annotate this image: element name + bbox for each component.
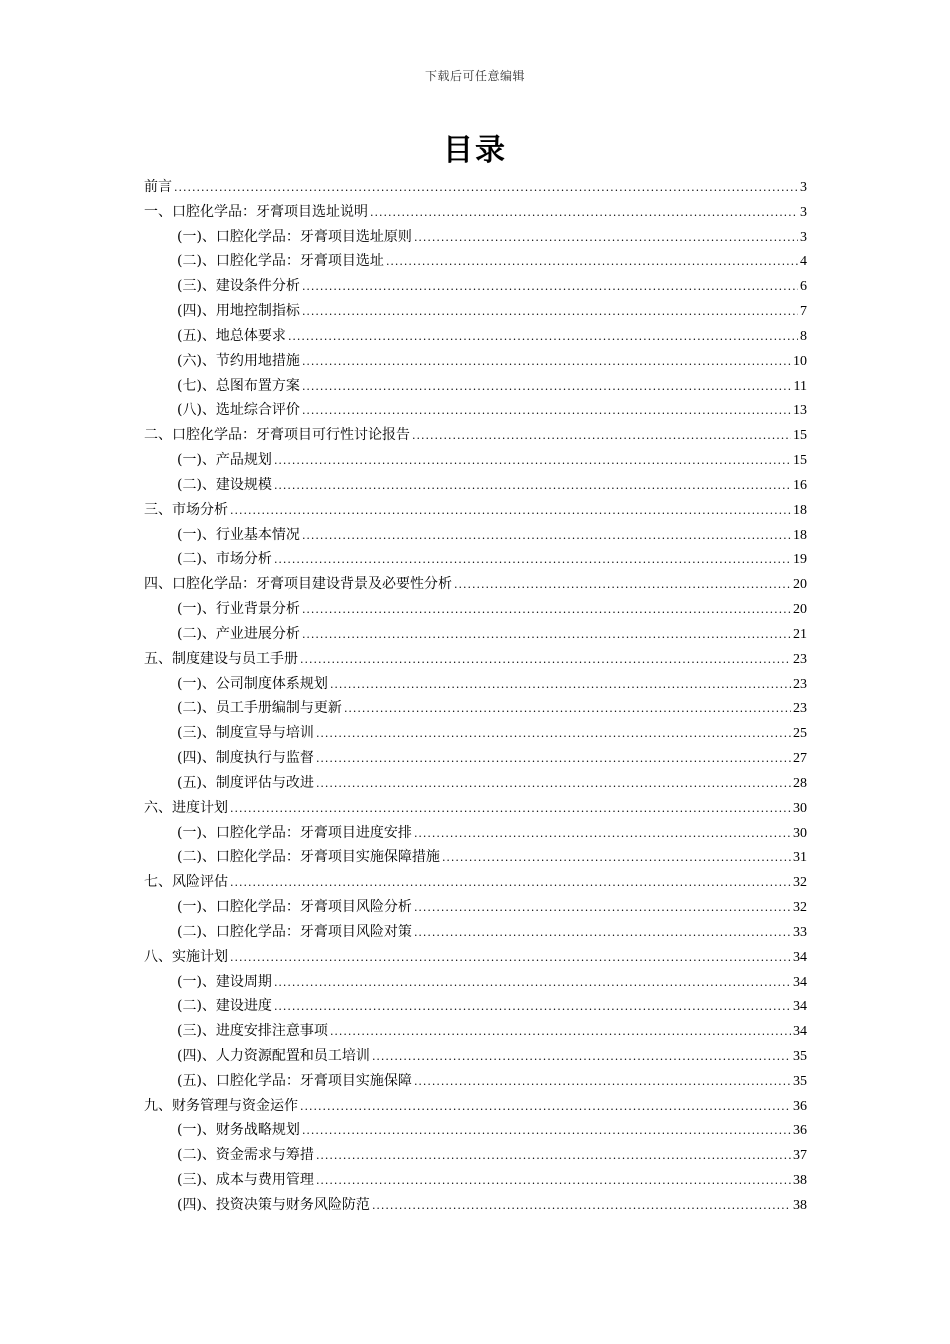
toc-entry[interactable] [144,746,807,771]
toc-entry-title: (四)、用地控制指标 [177,303,300,320]
toc-entry[interactable] [144,1118,807,1143]
toc-entry-page-number: 8 [800,328,807,344]
toc-entry-title: (一)、行业背景分析 [177,601,300,618]
dot-leader [302,1119,791,1144]
toc-entry-title: 前言 [144,179,172,195]
toc-entry[interactable] [144,398,807,423]
toc-entry-title: (三)、建设条件分析 [177,278,300,295]
toc-entry-title: (四)、制度执行与监督 [177,750,314,767]
toc-entry-title: (二)、市场分析 [177,551,272,568]
dot-leader [330,673,791,698]
dot-leader [330,1020,791,1045]
toc-entry[interactable] [144,945,807,970]
toc-entry[interactable] [144,175,807,200]
toc-entry[interactable] [144,895,807,920]
dot-leader [274,548,791,573]
dot-leader [372,1045,791,1070]
toc-entry-page-number: 20 [793,602,807,618]
toc-entry-title: (三)、成本与费用管理 [177,1172,314,1189]
dot-leader [288,325,798,350]
dot-leader [274,474,791,499]
dot-leader [414,896,791,921]
toc-entry-title: 三、市场分析 [144,501,228,518]
toc-entry[interactable] [144,274,807,299]
table-of-contents [144,175,807,1218]
toc-entry-page-number: 38 [793,1173,807,1189]
toc-entry-page-number: 13 [793,403,807,419]
dot-leader [274,971,791,996]
toc-entry-page-number: 11 [793,378,807,394]
toc-entry[interactable] [144,920,807,945]
toc-entry-page-number: 30 [793,825,807,841]
toc-entry-page-number: 18 [793,527,807,543]
toc-entry-title: (二)、口腔化学品：牙膏项目实施保障措施 [177,849,440,866]
toc-entry-title: (一)、公司制度体系规划 [177,675,328,692]
dot-leader [386,250,798,275]
toc-entry[interactable] [144,1019,807,1044]
dot-leader [302,300,798,325]
toc-entry-title: (二)、口腔化学品：牙膏项目选址 [177,253,384,270]
dot-leader [316,1144,791,1169]
dot-leader [414,1070,791,1095]
toc-entry-title: (五)、口腔化学品：牙膏项目实施保障 [177,1072,412,1089]
dot-leader [174,176,798,201]
toc-entry-title: 六、进度计划 [144,799,228,816]
dot-leader [302,350,791,375]
dot-leader [370,201,798,226]
toc-entry-title: (一)、建设周期 [177,973,272,990]
dot-leader [230,946,791,971]
toc-entry[interactable] [144,647,807,672]
dot-leader [454,573,791,598]
toc-title: 目录 [443,133,507,168]
dot-leader [414,226,798,251]
toc-entry-page-number: 6 [800,279,807,295]
toc-entry-title: (一)、口腔化学品：牙膏项目风险分析 [177,899,412,916]
toc-entry-page-number: 15 [793,428,807,444]
toc-entry-page-number: 37 [793,1148,807,1164]
toc-entry-title: (四)、投资决策与财务风险防范 [177,1196,370,1213]
toc-entry[interactable] [144,423,807,448]
dot-leader [372,1194,791,1219]
dot-leader [316,1169,791,1194]
toc-entry-title: (七)、总图布置方案 [177,377,300,394]
toc-entry-page-number: 33 [793,924,807,940]
toc-entry[interactable] [144,821,807,846]
toc-entry-page-number: 31 [793,850,807,866]
toc-entry-title: 七、风险评估 [144,874,228,891]
toc-entry-title: (一)、财务战略规划 [177,1122,300,1139]
toc-entry-page-number: 3 [800,180,807,195]
toc-entry[interactable] [144,1069,807,1094]
toc-entry-page-number: 23 [793,676,807,692]
toc-entry-title: 一、口腔化学品：牙膏项目选址说明 [144,203,368,220]
toc-entry-page-number: 10 [793,353,807,369]
toc-entry-page-number: 28 [793,775,807,791]
toc-entry[interactable] [144,523,807,548]
toc-entry-page-number: 20 [793,577,807,593]
toc-entry[interactable] [144,597,807,622]
toc-entry-title: (三)、制度宣导与培训 [177,725,314,742]
toc-entry-title: (二)、建设进度 [177,998,272,1015]
dot-leader [274,995,791,1020]
dot-leader [302,524,791,549]
toc-entry-page-number: 34 [793,949,807,965]
toc-entry[interactable] [144,1044,807,1069]
toc-entry-title: (六)、节约用地措施 [177,352,300,369]
toc-entry-title: (五)、地总体要求 [177,327,286,344]
toc-entry-title: (五)、制度评估与改进 [177,774,314,791]
dot-leader [302,275,798,300]
toc-entry-title: (四)、人力资源配置和员工培训 [177,1047,370,1064]
toc-entry-page-number: 3 [800,229,807,245]
toc-entry[interactable] [144,547,807,572]
toc-entry[interactable] [144,324,807,349]
toc-entry[interactable] [144,721,807,746]
dot-leader [230,499,791,524]
toc-entry-page-number: 19 [793,552,807,568]
toc-entry-page-number: 25 [793,726,807,742]
toc-entry-page-number: 34 [793,974,807,990]
dot-leader [442,846,791,871]
dot-leader [302,623,791,648]
toc-entry-page-number: 38 [793,1197,807,1213]
toc-entry-page-number: 4 [800,254,807,270]
toc-entry-title: (八)、选址综合评价 [177,402,300,419]
toc-entry-title: (一)、口腔化学品：牙膏项目选址原则 [177,228,412,245]
toc-entry[interactable] [144,498,807,523]
toc-entry-title: (一)、口腔化学品：牙膏项目进度安排 [177,824,412,841]
dot-leader [412,424,791,449]
toc-entry[interactable] [144,672,807,697]
dot-leader [274,449,791,474]
toc-entry-title: 二、口腔化学品：牙膏项目可行性讨论报告 [144,427,410,444]
toc-entry[interactable] [144,473,807,498]
toc-entry-page-number: 35 [793,1048,807,1064]
toc-entry-page-number: 35 [793,1073,807,1089]
toc-entry-page-number: 27 [793,751,807,767]
header-note: 下载后可任意编辑 [424,69,525,83]
dot-leader [230,797,791,822]
toc-entry[interactable] [144,299,807,324]
toc-entry-title: 八、实施计划 [144,948,228,965]
toc-entry-page-number: 23 [793,651,807,667]
toc-entry-page-number: 34 [793,999,807,1015]
toc-entry[interactable] [144,225,807,250]
toc-entry[interactable] [144,249,807,274]
toc-entry-title: (三)、进度安排注意事项 [177,1023,328,1040]
toc-entry-title: 九、财务管理与资金运作 [144,1097,298,1114]
dot-leader [316,722,791,747]
toc-entry-title: 五、制度建设与员工手册 [144,650,298,667]
toc-entry-page-number: 36 [793,1123,807,1139]
toc-entry[interactable] [144,1094,807,1119]
dot-leader [230,871,791,896]
toc-entry-title: 四、口腔化学品：牙膏项目建设背景及必要性分析 [144,576,452,593]
toc-entry[interactable] [144,622,807,647]
dot-leader [300,648,791,673]
toc-entry[interactable] [144,1168,807,1193]
toc-entry-page-number: 32 [793,875,807,891]
toc-entry-title: (一)、行业基本情况 [177,526,300,543]
toc-entry-page-number: 32 [793,900,807,916]
toc-entry[interactable] [144,1143,807,1168]
toc-entry[interactable] [144,374,807,399]
toc-entry[interactable] [144,448,807,473]
toc-entry-title: (二)、口腔化学品：牙膏项目风险对策 [177,923,412,940]
dot-leader [316,772,791,797]
toc-entry-title: (二)、建设规模 [177,476,272,493]
toc-entry-title: (二)、资金需求与筹措 [177,1147,314,1164]
toc-entry-page-number: 16 [793,477,807,493]
dot-leader [302,399,791,424]
toc-entry[interactable] [144,771,807,796]
toc-entry[interactable] [144,845,807,870]
toc-entry-title: (二)、产业进展分析 [177,625,300,642]
toc-entry-page-number: 15 [793,453,807,469]
dot-leader [414,822,791,847]
dot-leader [302,598,791,623]
dot-leader [300,1095,791,1120]
toc-entry-title: (一)、产品规划 [177,452,272,469]
toc-entry[interactable] [144,572,807,597]
toc-entry[interactable] [144,870,807,895]
toc-entry-page-number: 3 [800,204,807,220]
toc-entry[interactable] [144,349,807,374]
toc-entry[interactable] [144,1193,807,1218]
toc-entry[interactable] [144,970,807,995]
toc-entry-page-number: 18 [793,502,807,518]
toc-entry[interactable] [144,796,807,821]
toc-entry-page-number: 7 [800,304,807,320]
toc-entry-page-number: 23 [793,701,807,717]
toc-entry[interactable] [144,994,807,1019]
toc-entry[interactable] [144,696,807,721]
toc-entry-page-number: 30 [793,800,807,816]
toc-entry[interactable] [144,200,807,225]
dot-leader [414,921,791,946]
toc-entry-title: (二)、员工手册编制与更新 [177,700,342,717]
dot-leader [302,375,792,400]
toc-entry-page-number: 36 [793,1098,807,1114]
dot-leader [316,747,791,772]
toc-entry-page-number: 21 [793,626,807,642]
toc-entry-page-number: 34 [793,1024,807,1040]
dot-leader [344,697,791,722]
